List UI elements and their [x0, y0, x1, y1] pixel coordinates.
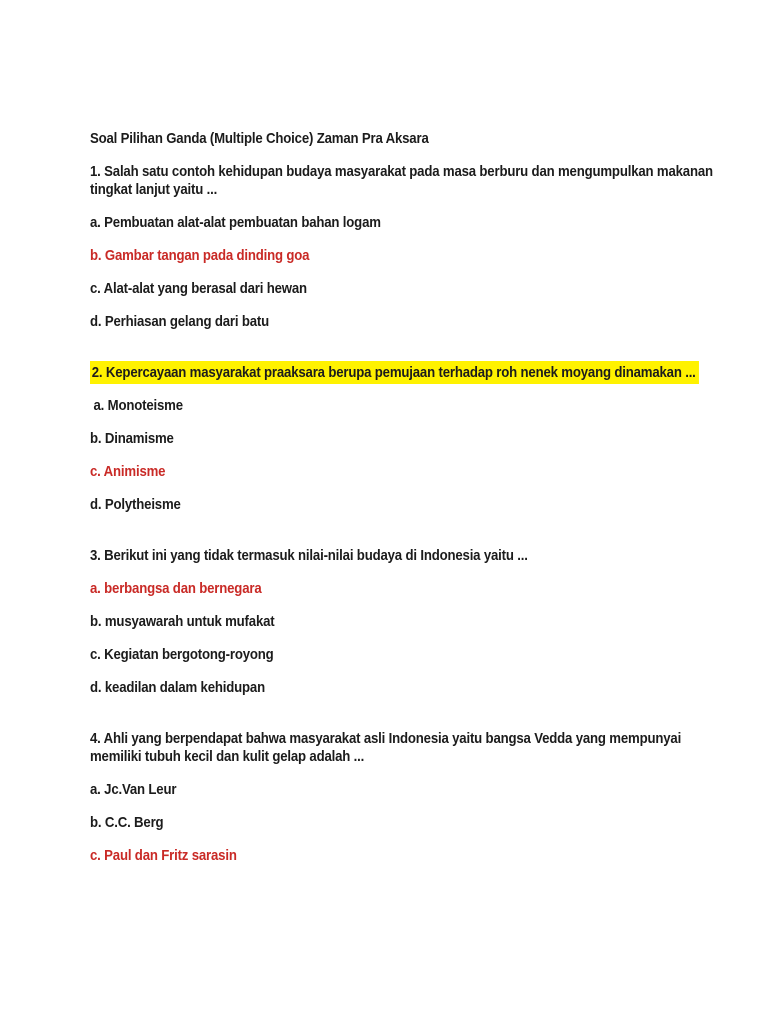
answer-option: d. Polytheisme: [90, 496, 181, 513]
answer-option: a. berbangsa dan bernegara: [90, 580, 262, 597]
answer-option: a. Monoteisme: [90, 397, 183, 414]
question-text: [90, 547, 713, 565]
question-text-line: 3. Berikut ini yang tidak termasuk nilai-nilai budaya di Indonesia yaitu ...: [90, 547, 528, 564]
answer-option: b. musyawarah untuk mufakat: [90, 613, 275, 630]
question-block: [90, 547, 713, 697]
answer-option: d. keadilan dalam kehidupan: [90, 679, 265, 696]
question-text: [90, 364, 713, 382]
question-text-line: [90, 364, 713, 382]
answer-option: a. Jc.Van Leur: [90, 781, 177, 798]
question-text-line: 1. Salah satu contoh kehidupan budaya masyarakat pada masa berburu dan mengumpulkan makanan: [90, 163, 713, 180]
question-list: [90, 163, 713, 865]
question-block: [90, 730, 713, 865]
question-text: [90, 730, 713, 766]
question-block: [90, 163, 713, 331]
answer-option: b. C.C. Berg: [90, 814, 164, 831]
question-text-line: tingkat lanjut yaitu ...: [90, 181, 218, 198]
answer-option: c. Kegiatan bergotong-royong: [90, 646, 274, 663]
question-text-line: 4. Ahli yang berpendapat bahwa masyarakat asli Indonesia yaitu bangsa Vedda yang mempunyai: [90, 730, 682, 747]
question-text: [90, 163, 713, 199]
document-content: [90, 130, 713, 898]
answer-option: b. Gambar tangan pada dinding goa: [90, 247, 310, 264]
answer-option: a. Pembuatan alat-alat pembuatan bahan logam: [90, 214, 381, 231]
answer-option: b. Dinamisme: [90, 430, 174, 447]
question-block: [90, 364, 713, 514]
answer-option: c. Alat-alat yang berasal dari hewan: [90, 280, 307, 297]
question-text-line: memiliki tubuh kecil dan kulit gelap adalah ...: [90, 748, 365, 765]
answer-option: c. Paul dan Fritz sarasin: [90, 847, 237, 864]
answer-option: c. Animisme: [90, 463, 166, 480]
answer-option: d. Perhiasan gelang dari batu: [90, 313, 270, 330]
highlighted-text: 2. Kepercayaan masyarakat praaksara berupa pemujaan terhadap roh nenek moyang dinamakan ...: [90, 361, 699, 384]
document-title: Soal Pilihan Ganda (Multiple Choice) Zaman Pra Aksara: [90, 130, 429, 147]
